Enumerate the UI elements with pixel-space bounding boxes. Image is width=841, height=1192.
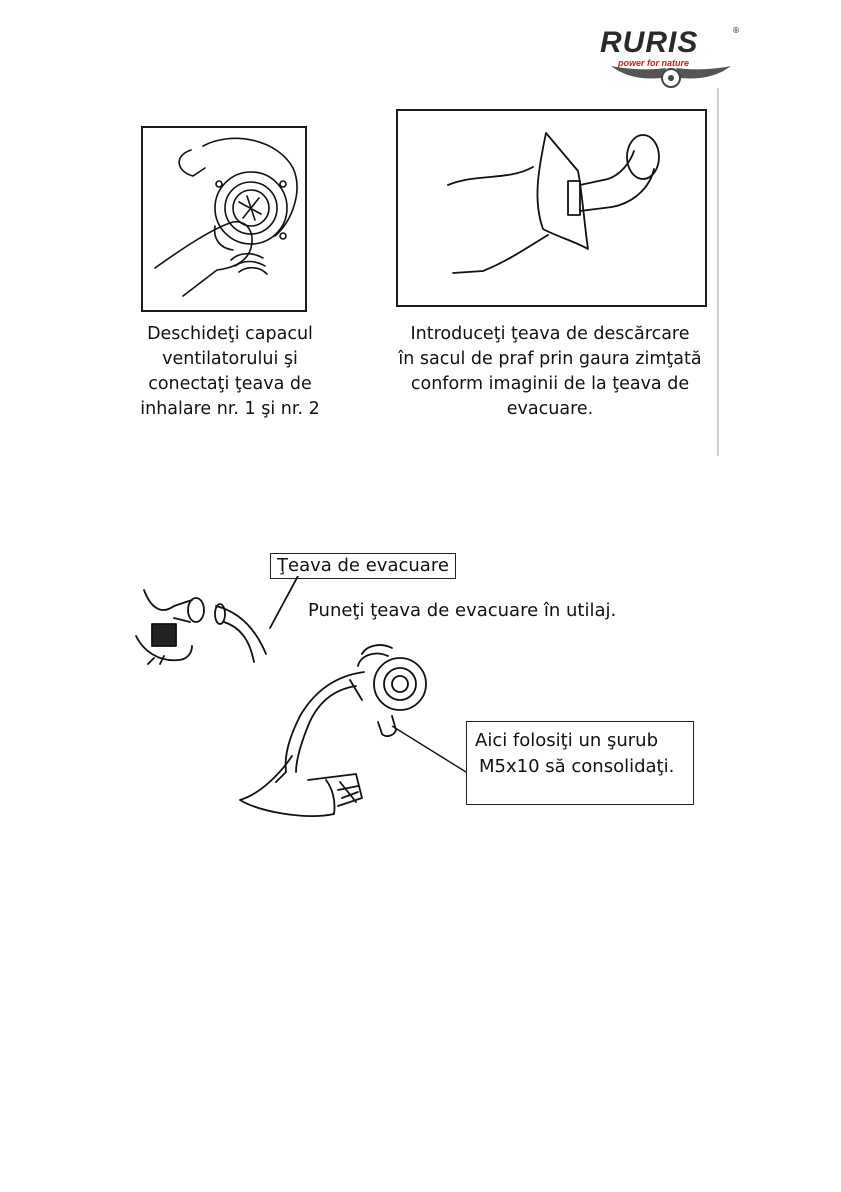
- exhaust-pipe-instruction: Puneţi ţeava de evacuare în utilaj.: [308, 600, 617, 621]
- caption-line: în sacul de praf prin gaura zimţată: [398, 349, 702, 369]
- caption-line: Introduceţi ţeava de descărcare: [410, 324, 690, 344]
- screw-leader-line: [390, 720, 470, 780]
- dust-bag-pipe-illustration: [398, 111, 705, 305]
- brand-tagline: power for nature: [618, 58, 690, 68]
- exhaust-pipe-label: Ţeava de evacuare: [270, 553, 456, 579]
- caption-line: ventilatorului şi: [162, 349, 298, 369]
- caption-line: conectaţi ţeava de: [148, 374, 312, 394]
- step2-illustration-frame: [396, 109, 707, 307]
- step2-caption: [382, 322, 718, 422]
- note-line: M5x10 să consolidaţi.: [479, 756, 675, 777]
- step1-caption: [125, 322, 335, 422]
- note-line: Aici folosiţi un şurub: [475, 730, 659, 751]
- brand-name: RURIS: [600, 26, 699, 59]
- registered-mark: ®: [732, 26, 740, 35]
- caption-line: Deschideţi capacul: [147, 324, 313, 344]
- fan-cover-illustration: [143, 128, 305, 310]
- caption-line: inhalare nr. 1 şi nr. 2: [140, 399, 320, 419]
- assembly-illustration: [130, 576, 450, 846]
- caption-line: conform imaginii de la ţeava de: [410, 374, 690, 394]
- caption-line: evacuare.: [506, 399, 594, 419]
- brand-logo: [596, 24, 746, 94]
- screw-note: [466, 721, 694, 805]
- step1-illustration-frame: [141, 126, 307, 312]
